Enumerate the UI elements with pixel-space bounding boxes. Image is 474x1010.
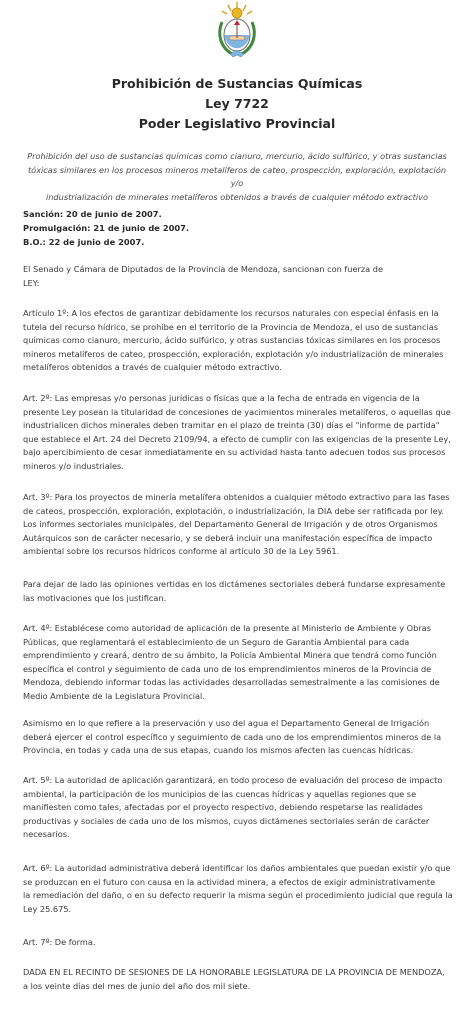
article-3 [23, 491, 457, 559]
paragraph-line: que establece el Art. 24 del Decreto 2109/94, a efecto de cumplir con las exigencias de la presente Ley, [23, 433, 451, 444]
enactment-clause [23, 263, 457, 290]
law-dates [23, 207, 189, 249]
mendoza-coat-of-arms-icon [216, 0, 258, 60]
paragraph-line: Art. 5º: La autoridad de aplicación garantizará, en todo proceso de evaluación del proceso de impacto [23, 775, 443, 785]
paragraph-line: Mendoza, debiendo informar todas las actividades desarrolladas semestralmente a las comisiones de [23, 677, 440, 688]
sanction-date: Sanción: 20 de junio de 2007. [23, 209, 162, 219]
summary-line: tóxicas similares en los procesos mineros metalíferos de cateo, prospección, exploración, explotación y/o [27, 164, 447, 188]
paragraph-line: DADA EN EL RECINTO DE SESIONES DE LA HONORABLE LEGISLATURA DE LA PROVINCIA DE MENDOZA, [23, 967, 445, 977]
title-main: Prohibición de Sustancias Químicas [111, 76, 363, 91]
paragraph-line: El Senado y Cámara de Diputados de la Provincia de Mendoza, sancionan con fuerza de [23, 264, 384, 274]
paragraph-line: ambiental sobre los recursos hídricos conforme al artículo 30 de la Ley 5961. [23, 546, 340, 557]
paragraph-line: emprendimiento y creará, dentro de su ámbito, la Policía Ambiental Minera que tendrá como función [23, 650, 437, 661]
article-4 [23, 622, 457, 704]
article-6 [23, 862, 457, 916]
title-law-number: Ley 7722 [205, 96, 269, 111]
paragraph-line: las motivaciones que los justifican. [23, 592, 167, 603]
paragraph-line: Art. 2º: Las empresas y/o personas jurídicas o físicas que a la fecha de entrada en vigencia de la [23, 393, 420, 403]
paragraph-line: específica el control y seguimiento de cada uno de los emprendimientos mineros de la Provincia de [23, 663, 432, 674]
paragraph-line: bajo apercibimiento de cesar inmediatamente en su actividad hasta tanto adecuen todos sus procesos [23, 447, 446, 458]
paragraph-line: Art. 3º: Para los proyectos de minería metalífera obtenidos a cualquier método extractivo para las fases [23, 492, 450, 502]
paragraph-line: Públicas, que reglamentará el establecimiento de un Seguro de Garantía Ambiental para cada [23, 636, 410, 647]
article-7 [23, 936, 457, 950]
paragraph-line: mineros metalíferos de cateo, prospección, exploración, explotación y/o industrialización de minerales [23, 348, 444, 359]
paragraph-line: Ley 25.675. [23, 903, 72, 914]
document-title [0, 74, 474, 134]
paragraph-line: a los veinte días del mes de junio del año dos mil siete. [23, 980, 251, 991]
summary-line: Prohibición del uso de sustancias químicas como cianuro, mercurio, ácido sulfúrico, y otras sustancias [27, 151, 447, 161]
article-3-note [23, 578, 457, 605]
paragraph-line: tutela del recurso hídrico, se prohíbe en el territorio de la Provincia de Mendoza, el uso de sustancias [23, 321, 439, 332]
paragraph-line: Art. 4º: Establécese como autoridad de aplicación de la presente al Ministerio de Ambiente y Obras [23, 623, 431, 633]
paragraph-line: productivas y sociales de cada uno de los mismos, cuyos dictámenes sectoriales serán de carácter [23, 815, 430, 826]
paragraph-line: deberá ejercer el control específico y seguimiento de cada uno de los emprendimientos mineros de la [23, 731, 442, 742]
paragraph-line: necesarios. [23, 829, 70, 840]
closing-clause [23, 966, 457, 993]
article-1 [23, 307, 457, 375]
paragraph-line: LEY: [23, 277, 40, 288]
summary-line: industrialización de minerales metalíferos obtenidos a través de cualquier método extractivo [45, 191, 429, 202]
paragraph-line: se produzcan en el futuro con causa en la actividad minera, a efectos de exigir administrativamente [23, 876, 436, 887]
paragraph-line: de cateos, prospección, exploración, explotación, o industrialización, la DIA debe ser ratificada por ley. [23, 505, 444, 516]
paragraph-line: manifiesten como tales, afectadas por el proyecto respectivo, debiendo respetarse las realidades [23, 802, 423, 813]
paragraph-line: ambiental, la participación de los municipios de las cuencas hídricas y aquellas regiones que se [23, 788, 417, 799]
paragraph-line: metalíferos obtenidos a través de cualquier método extractivo. [23, 362, 282, 373]
article-2 [23, 392, 457, 474]
paragraph-line: mineros y/o industriales. [23, 460, 124, 471]
article-5 [23, 774, 457, 842]
paragraph-line: Art. 7º: De forma. [23, 937, 96, 947]
paragraph-line: Artículo 1º: A los efectos de garantizar debidamente los recursos naturales con especial énfasis en la [23, 308, 439, 318]
paragraph-line: la remediación del daño, o en su defecto requerir la misma según el procedimiento judicial que regula la [23, 890, 453, 901]
paragraph-line: Los informes sectoriales municipales, del Departamento General de Irrigación y de otros Organismos [23, 519, 438, 530]
paragraph-line: Medio Ambiente de la Legislatura Provincial. [23, 690, 205, 701]
law-summary [26, 150, 448, 204]
paragraph-line: presente Ley posean la titularidad de concesiones de yacimientos minerales metalíferos, o aquellas que [23, 406, 451, 417]
paragraph-line: químicas como cianuro, mercurio, ácido sulfúrico, y otras sustancias tóxicas similares en los procesos [23, 335, 441, 346]
bulletin-date: B.O.: 22 de junio de 2007. [23, 237, 145, 247]
paragraph-line: industrialicen dichos minerales deben tramitar en el plazo de treinta (30) días el "informe de partida" [23, 420, 440, 431]
promulgation-date: Promulgación: 21 de junio de 2007. [23, 223, 190, 233]
paragraph-line: Provincia, en todas y cada una de sus etapas, cuando los mismos afecten las cuencas hídricas. [23, 745, 414, 756]
title-issuer: Poder Legislativo Provincial [138, 116, 336, 131]
paragraph-line: Art. 6º: La autoridad administrativa deberá identificar los daños ambientales que puedan existir y/o que [23, 863, 451, 873]
article-4-water-note [23, 717, 457, 758]
paragraph-line: Asimismo en lo que refiere a la preservación y uso del agua el Departamento General de Irrigación [23, 718, 430, 728]
paragraph-line: Para dejar de lado las opiniones vertidas en los dictámenes sectoriales deberá fundarse expresamente [23, 579, 446, 589]
paragraph-line: Autárquicos son de carácter necesario, y se deberá incluir una manifestación específica de impacto [23, 532, 433, 543]
